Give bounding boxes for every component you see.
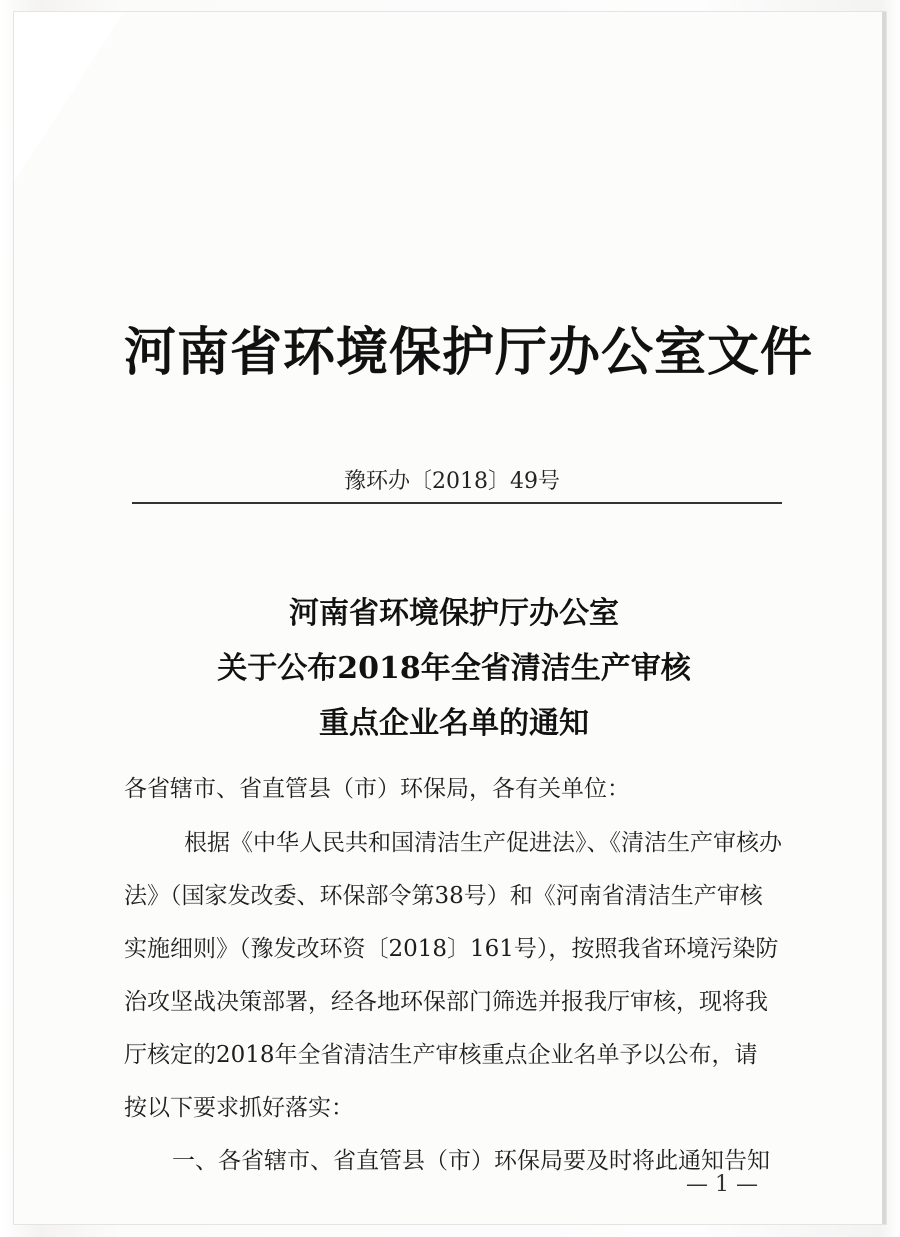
notice-title-line-2: 关于公布2018年全省清洁生产审核: [217, 651, 691, 686]
header-divider: [132, 502, 782, 504]
body-line: 根据《中华人民共和国清洁生产促进法》、《清洁生产审核办: [184, 830, 782, 856]
notice-title-line-1: 河南省环境保护厅办公室: [289, 596, 619, 631]
body-line: 一、各省辖市、省直管县（市）环保局要及时将此通知告知: [172, 1148, 770, 1174]
page-number: — 1 —: [686, 1172, 758, 1197]
notice-title-line-3: 重点企业名单的通知: [319, 706, 589, 741]
page-corner-fold: [14, 12, 124, 182]
body-line: 厅核定的2018年全省清洁生产审核重点企业名单予以公布，请: [124, 1042, 758, 1068]
page-edge-shadow: [882, 12, 886, 1224]
body-line: 法》（国家发改委、环保部令第38号）和《河南省清洁生产审核: [124, 883, 763, 909]
salutation: 各省辖市、省直管县（市）环保局，各有关单位：: [124, 776, 630, 802]
body-line: 按以下要求抓好落实：: [124, 1095, 354, 1121]
body-line: 治攻坚战决策部署，经各地环保部门筛选并报我厅审核，现将我: [124, 989, 768, 1015]
body-line: 实施细则》（豫发改环资〔2018〕161号），按照我省环境污染防: [124, 936, 779, 962]
document-title: 河南省环境保护厅办公室文件: [124, 322, 814, 383]
document-number: 豫环办〔2018〕49号: [344, 469, 560, 494]
show-through-line: [119, 172, 799, 200]
document-page: [14, 12, 886, 1224]
